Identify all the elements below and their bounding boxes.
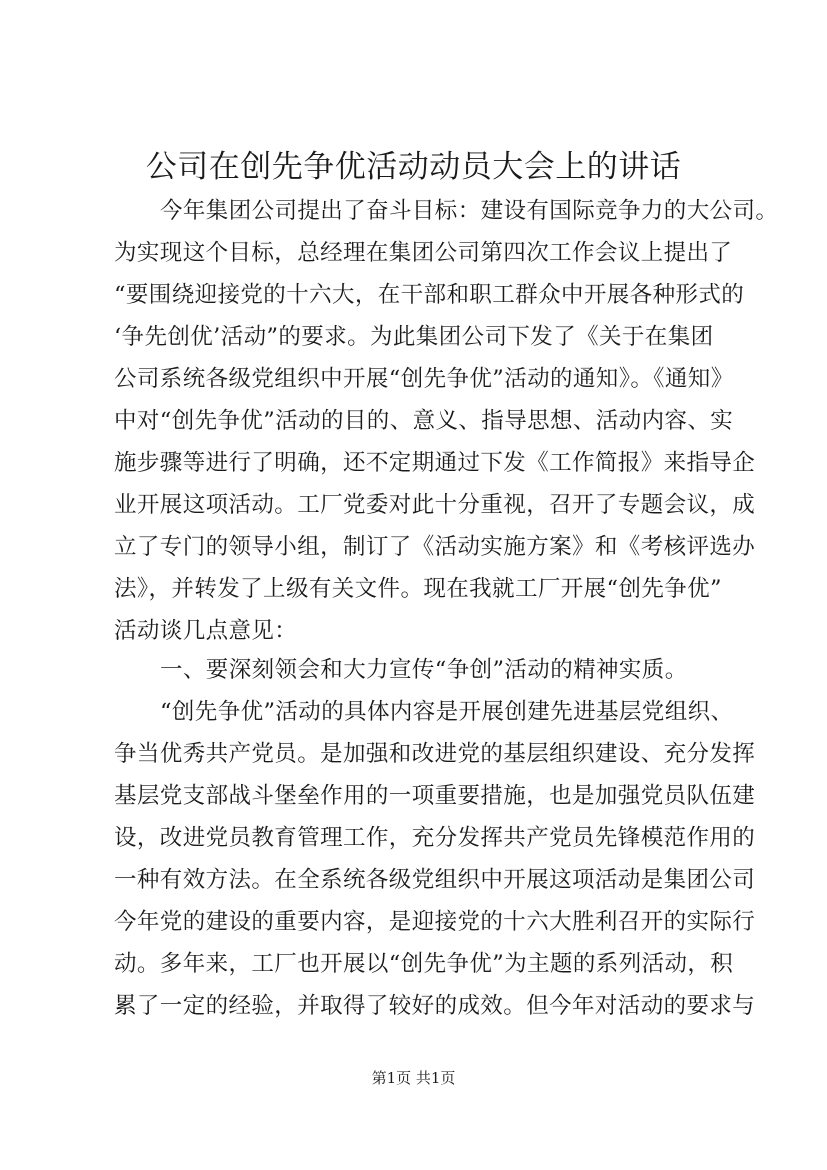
- document-title: 公司在创先争优活动动员大会上的讲话: [145, 149, 682, 185]
- page-footer: 第1页 共1页: [371, 1069, 456, 1087]
- paragraph-line: ‘争先创优’活动”的要求。为此集团公司下发了《关于在集团: [114, 324, 714, 350]
- paragraph-line: “要围绕迎接党的十六大，在干部和职工群众中开展各种形式的: [114, 282, 745, 308]
- paragraph-line: 业开展这项活动。工厂党委对此十分重视，召开了专题会议，成: [114, 492, 756, 518]
- paragraph-line: 今年党的建设的重要内容，是迎接党的十六大胜利召开的实际行: [114, 909, 756, 935]
- paragraph-line: 一种有效方法。在全系统各级党组织中开展这项活动是集团公司: [114, 867, 756, 893]
- paragraph-line: 立了专门的领导小组，制订了《活动实施方案》和《考核评选办: [114, 534, 756, 560]
- paragraph-line: 累了一定的经验，并取得了较好的成效。但今年对活动的要求与: [114, 993, 756, 1019]
- section-heading: 一、要深刻领会和大力宣传“争创”活动的精神实质。: [160, 657, 688, 683]
- paragraph-line: 活动谈几点意见：: [114, 618, 298, 644]
- paragraph-line: 中对“创先争优”活动的目的、意义、指导思想、活动内容、实: [114, 408, 734, 434]
- paragraph-line: “创先争优”活动的具体内容是开展创建先进基层党组织、: [160, 699, 734, 725]
- paragraph-line: 公司系统各级党组织中开展“创先争优”活动的通知》。《通知》: [114, 366, 734, 392]
- paragraph-line: 动。多年来，工厂也开展以“创先争优”为主题的系列活动，积: [114, 951, 734, 977]
- paragraph-line: 法》，并转发了上级有关文件。现在我就工厂开展“创先争优”: [114, 576, 722, 602]
- paragraph-line: 基层党支部战斗堡垒作用的一项重要措施，也是加强党员队伍建: [114, 783, 756, 809]
- paragraph-line: 争当优秀共产党员。是加强和改进党的基层组织建设、充分发挥: [114, 741, 756, 767]
- paragraph-line: 设，改进党员教育管理工作，充分发挥共产党员先锋模范作用的: [114, 825, 756, 851]
- paragraph-line: 施步骤等进行了明确，还不定期通过下发《工作简报》来指导企: [114, 450, 756, 476]
- paragraph-line: 为实现这个目标，总经理在集团公司第四次工作会议上提出了: [114, 240, 733, 266]
- paragraph-line: 今年集团公司提出了奋斗目标：建设有国际竞争力的大公司。: [160, 198, 779, 224]
